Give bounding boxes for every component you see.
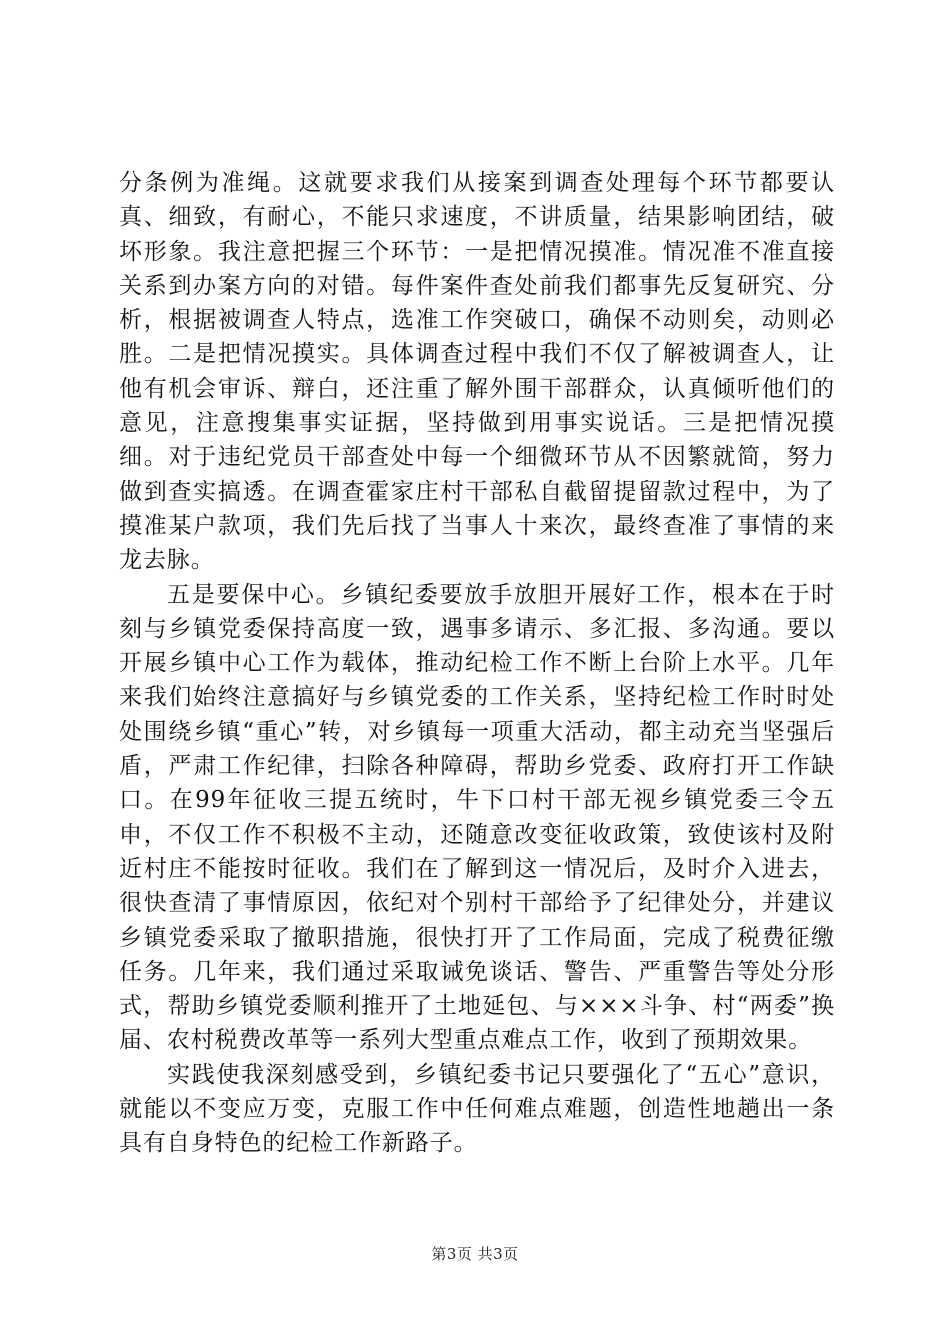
paragraph-conclusion: 实践使我深刻感受到，乡镇纪委书记只要强化了“五心”意识，就能以不变应万变，克服工作中任何难点难题，创造性地趟出一条具有自身特色的纪检工作新路子。	[119, 1061, 835, 1157]
paragraph-fifth-point: 五是要保中心。乡镇纪委要放手放胆开展好工作，根本在于时刻与乡镇党委保持高度一致，遇事多请示、多汇报、多沟通。要以开展乡镇中心工作为载体，推动纪检工作不断上台阶上水平。几年来我们始终注意搞好与乡镇党委的工作关系，坚持纪检工作时时处处围绕乡镇“重心”转，对乡镇每一项重大活动，都主动充当坚强后盾，严肃工作纪律，扫除各种障碍，帮助乡党委、政府打开工作缺口。在99年征收三提五统时，牛下口村干部无视乡镇党委三令五申，不仅工作不积极不主动，还随意改变征收政策，致使该村及附近村庄不能按时征收。我们在了解到这一情况后，及时介入进去，很快查清了事情原因，依纪对个别村干部给予了纪律处分，并建议乡镇党委采取了撤职措施，很快打开了工作局面，完成了税费征缴任务。几年来，我们通过采取诫免谈话、警告、严重警告等处分形式，帮助乡镇党委顺利推开了土地延包、与×××斗争、村“两委”换届、农村税费改革等一系列大型重点难点工作，收到了预期效果。	[119, 581, 835, 1054]
page-footer: 第3页 共3页	[431, 1245, 519, 1263]
document-body	[119, 166, 835, 1161]
paragraph-continuation: 分条例为准绳。这就要求我们从接案到调查处理每个环节都要认真、细致，有耐心，不能只求速度，不讲质量，结果影响团结，破坏形象。我注意把握三个环节：一是把情况摸准。情况准不准直接关系到办案方向的对错。每件案件查处前我们都事先反复研究、分析，根据被调查人特点，选准工作突破口，确保不动则矣，动则必胜。二是把情况摸实。具体调查过程中我们不仅了解被调查人，让他有机会审诉、辩白，还注重了解外围干部群众，认真倾听他们的意见，注意搜集事实证据，坚持做到用事实说话。三是把情况摸细。对于违纪党员干部查处中每一个细微环节从不因繁就简，努力做到查实搞透。在调查霍家庄村干部私自截留提留款过程中，为了摸准某户款项，我们先后找了当事人十来次，最终查准了事情的来龙去脉。	[119, 170, 835, 574]
